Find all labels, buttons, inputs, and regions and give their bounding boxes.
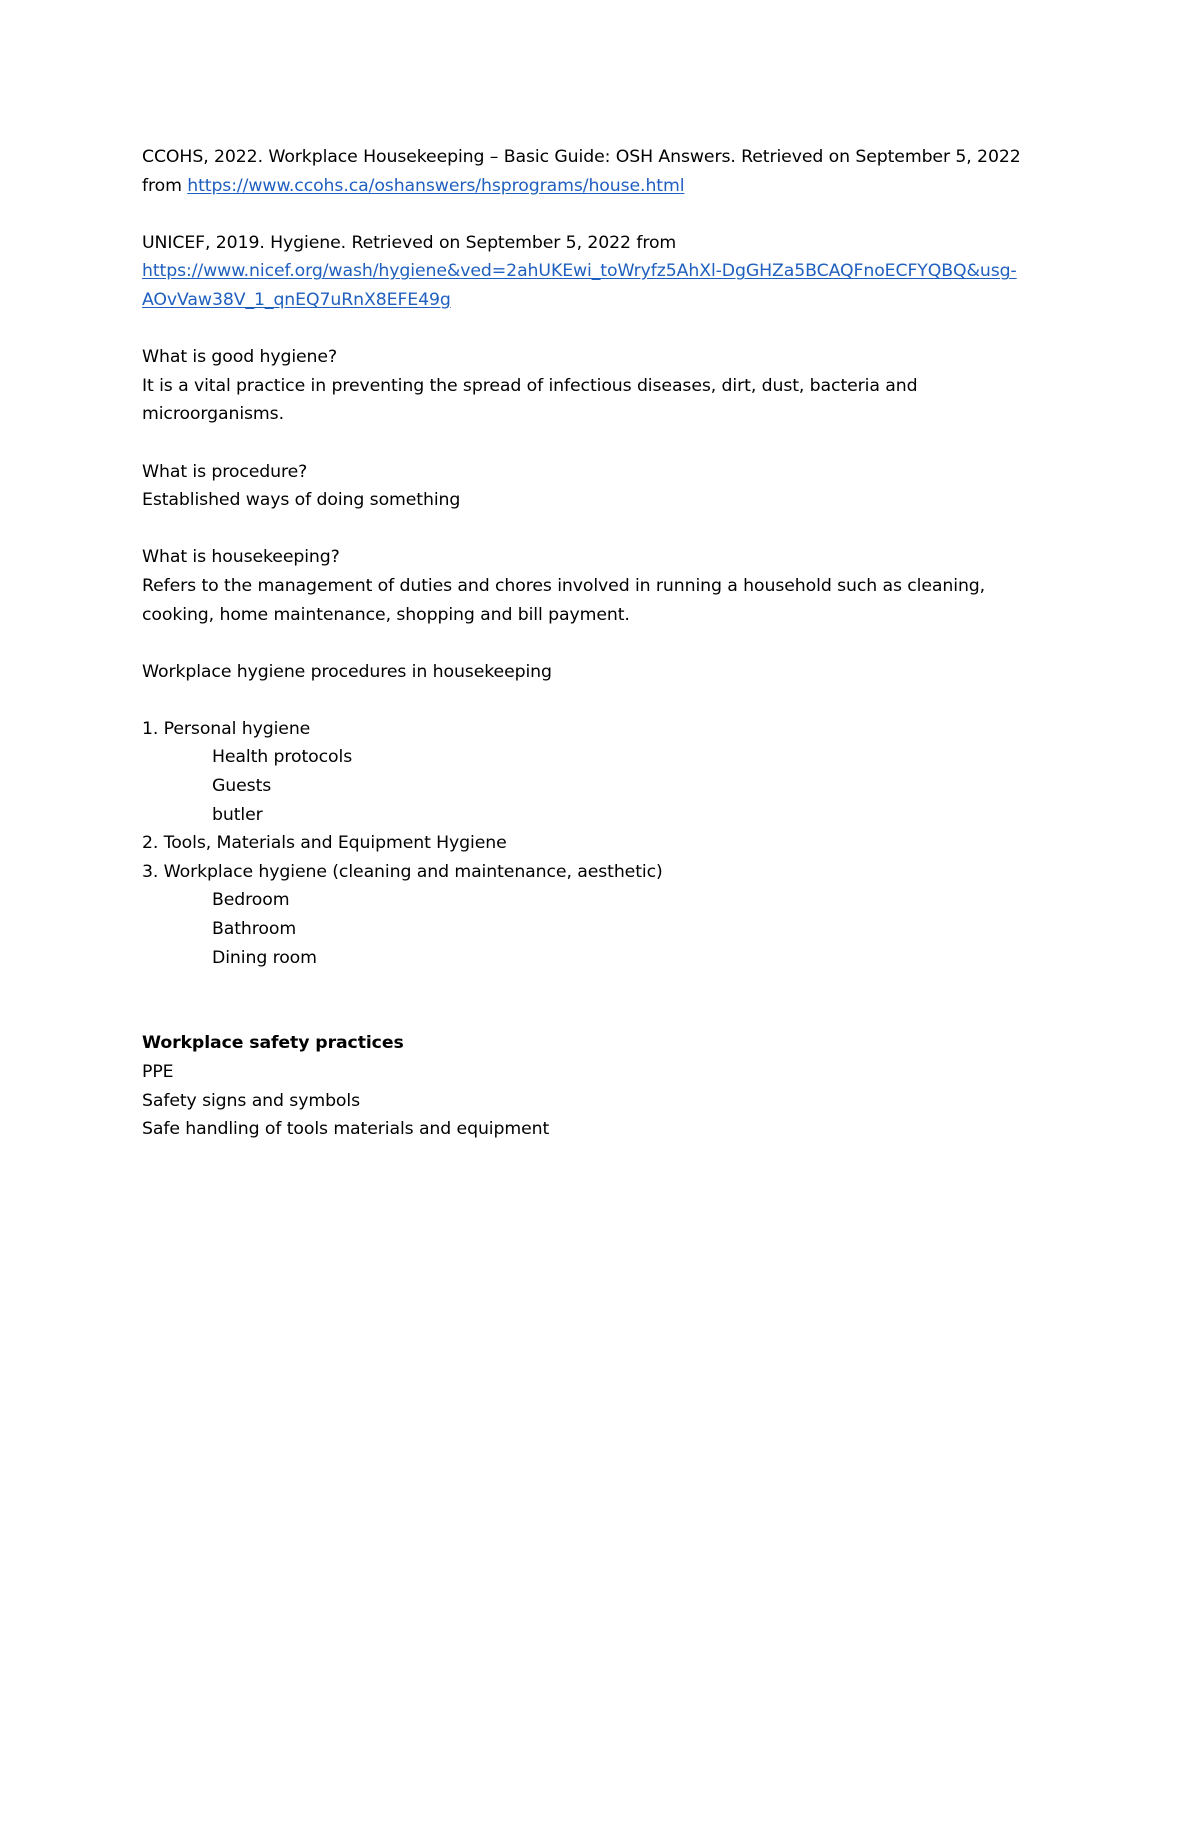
question-housekeeping: What is housekeeping? [142,547,340,568]
procedure-item-3: 3. Workplace hygiene (cleaning and maintenance, aesthetic) [142,861,663,882]
spacer [142,515,1062,544]
answer-procedure: Established ways of doing something [142,490,461,511]
unicef-link-line2 [142,286,1062,315]
answer-housekeeping-line2: cooking, home maintenance, shopping and bill payment. [142,604,630,625]
procedure-subitem: Guests [212,776,272,797]
reference-ccohs: CCOHS, 2022. Workplace Housekeeping – Basic Guide: OSH Answers. Retrieved on September 5, 2022 [142,147,1021,167]
reference-ccohs-source [142,172,1062,201]
answer-housekeeping-line1: Refers to the management of duties and chores involved in running a household such as cleaning, [142,575,986,596]
spacer [142,686,1062,715]
unicef-link-continued[interactable]: AOvVaw38V_1_qnEQ7uRnX8EFE49g [142,289,451,310]
answer-good-hygiene-line2: microorganisms. [142,404,284,425]
safety-item: Safe handling of tools materials and equipment [142,1119,550,1140]
question-procedure: What is procedure? [142,461,308,482]
safety-heading: Workplace safety practices [142,1033,404,1054]
reference-from-label: from [142,175,182,196]
unicef-link[interactable]: https://www.nicef.org/wash/hygiene&ved=2ahUKEwi_toWryfz5AhXl-DgGHZa5BCAQFnoECFYQBQ&usg- [142,261,1017,282]
spacer [142,429,1062,458]
spacer [142,972,1062,1001]
question-good-hygiene: What is good hygiene? [142,347,338,368]
procedure-subitem: butler [212,804,263,825]
spacer [142,315,1062,344]
document-body [142,143,1062,1144]
answer-good-hygiene-line1: It is a vital practice in preventing the spread of infectious diseases, dirt, dust, bacteria and [142,375,918,396]
ccohs-link[interactable]: https://www.ccohs.ca/oshanswers/hsprograms/house.html [187,175,685,196]
safety-item: PPE [142,1062,174,1082]
procedure-subitem: Health protocols [212,747,353,768]
procedure-item-1: 1. Personal hygiene [142,718,311,739]
procedure-subitem: Bedroom [212,890,290,911]
safety-item: Safety signs and symbols [142,1090,361,1111]
procedure-subitem: Bathroom [212,919,297,940]
spacer [142,629,1062,658]
spacer [142,1001,1062,1030]
procedure-item-2: 2. Tools, Materials and Equipment Hygiene [142,833,507,854]
procedure-subitem: Dining room [212,947,317,968]
procedures-heading: Workplace hygiene procedures in housekeeping [142,661,552,682]
reference-unicef: UNICEF, 2019. Hygiene. Retrieved on September 5, 2022 from [142,232,677,253]
unicef-link-line1 [142,257,1062,286]
spacer [142,200,1062,229]
